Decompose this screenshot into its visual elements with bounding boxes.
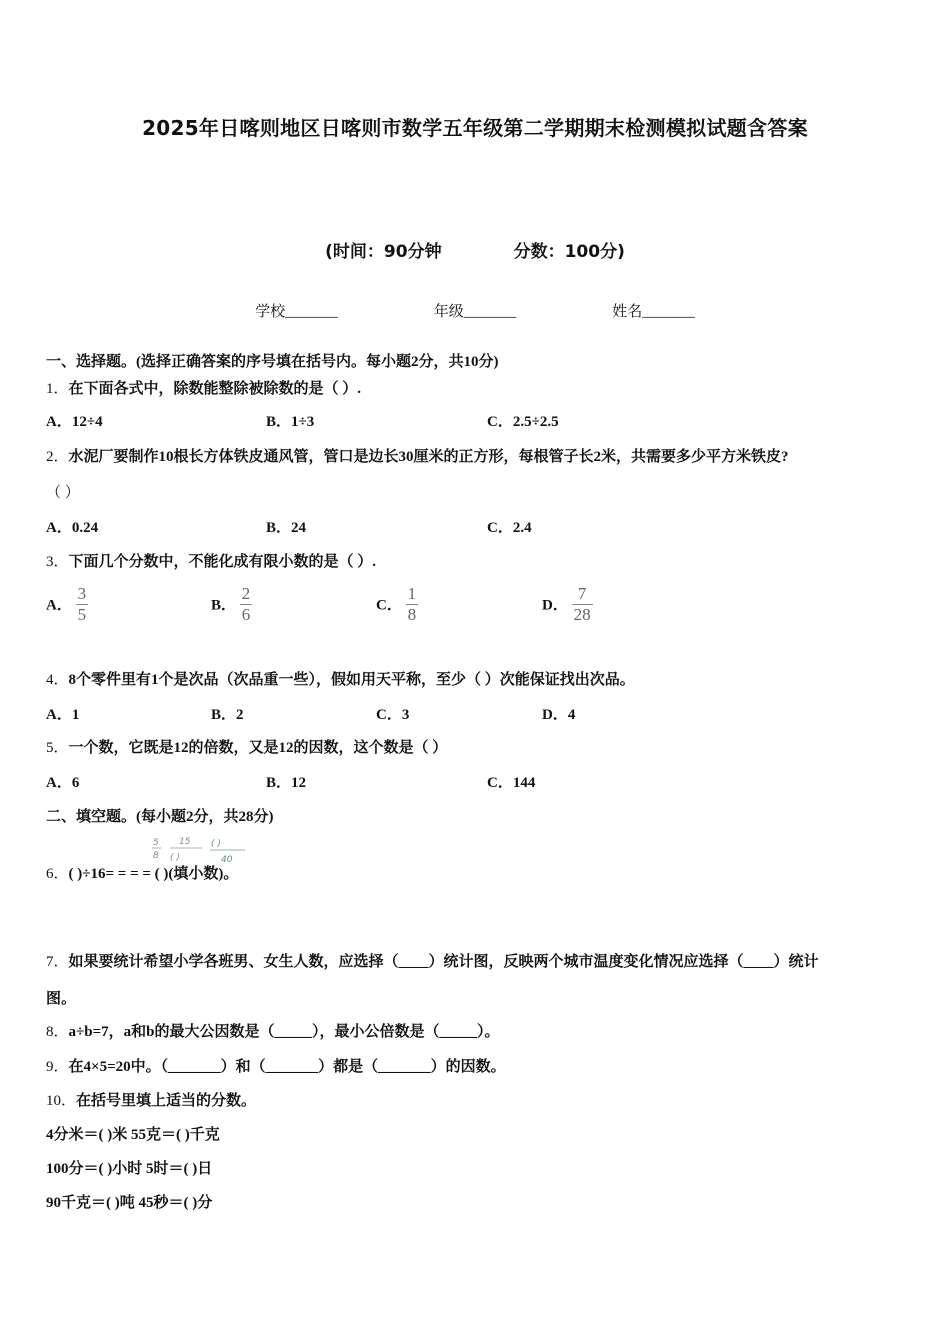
option-b[interactable]: B．1÷3 [266,414,315,430]
fraction [572,584,593,624]
question-6 [46,862,238,883]
option-a[interactable]: A．0.24 [46,520,99,536]
fraction [76,584,89,624]
option-b[interactable]: B．12 [266,775,307,791]
question-number: 9． [46,1059,69,1075]
question-text: 水泥厂要制作10根长方体铁皮通风管，管口是边长30厘米的正方形，每根管子长2米，共需要多少平方米铁皮? [68,449,789,465]
hw-b-den: ( ) [170,853,180,863]
hw-b-num: 15 [179,837,191,847]
question-number: 4． [46,672,69,688]
question-text: ( )÷16= = = = ( )(填小数)。 [68,866,239,882]
option-label: A． [46,597,72,614]
question-10 [46,1089,256,1110]
hw-a-den: 8 [153,851,159,861]
option-c[interactable]: C．2.4 [487,520,532,536]
option-c[interactable] [376,584,418,624]
denominator: 8 [407,604,417,624]
option-c[interactable]: C．2.5÷2.5 [487,414,559,430]
question-text: 如果要统计希望小学各班男、女生人数，应选择（____）统计图，反映两个城市温度变化情况应选择（____）统计 [68,954,819,970]
option-label: C． [376,597,402,614]
option-d[interactable]: D．4 [542,707,576,723]
question-number: 2． [46,449,69,465]
denominator: 6 [241,604,251,624]
question-4 [46,668,635,689]
numerator: 3 [77,584,87,603]
option-a[interactable] [46,584,88,624]
hw-c-num: ( ) [211,839,221,849]
option-label: D． [542,597,568,614]
denominator: 28 [573,604,591,624]
question-text: 8个零件里有1个是次品（次品重一些），假如用天平称，至少（ ）次能保证找出次品。 [68,672,635,688]
question-text: 下面几个分数中，不能化成有限小数的是（ ）. [68,554,377,570]
question-10-line-2: 100分＝( )小时 5时＝( )日 [46,1161,213,1177]
exam-score: 分数：100分) [513,242,625,262]
question-text: 在4×5=20中。（_______）和（_______）都是（_______）的因数。 [68,1059,506,1075]
option-a[interactable]: A．6 [46,775,80,791]
option-c[interactable]: C．3 [376,707,410,723]
question-9 [46,1055,506,1076]
option-d[interactable] [542,584,593,624]
question-text: 在下面各式中，除数能整除被除数的是（ ）. [68,381,362,397]
option-b[interactable] [211,584,252,624]
question-8 [46,1020,499,1041]
exam-time: (时间：90分钟 [325,242,442,262]
option-a[interactable]: A．12÷4 [46,414,103,430]
school-field[interactable]: 学校_______ [255,304,338,320]
question-2-bracket: （ ） [46,485,80,501]
denominator: 5 [77,604,87,624]
section-choice-heading: 一、选择题。(选择正确答案的序号填在括号内。每小题2分，共10分) [46,354,499,370]
question-2 [46,445,789,466]
option-a[interactable]: A．1 [46,707,80,723]
option-label: B． [211,597,237,614]
option-b[interactable]: B．24 [266,520,307,536]
student-info [0,300,950,321]
question-text: 在括号里填上适当的分数。 [76,1093,257,1109]
numerator: 2 [241,584,251,603]
option-b[interactable]: B．2 [211,707,244,723]
question-1 [46,377,361,398]
question-10-line-1: 4分米＝( )米 55克＝( )千克 [46,1127,220,1143]
question-5 [46,736,447,757]
exam-meta [0,237,950,262]
grade-field[interactable]: 年级_______ [433,304,517,320]
question-number: 8． [46,1024,69,1040]
numerator: 7 [572,584,593,605]
question-10-line-3: 90千克＝( )吨 45秒＝( )分 [46,1195,213,1211]
question-number: 1． [46,381,69,397]
page-title: 2025年日喀则地区日喀则市数学五年级第二学期期末检测模拟试题含答案 [142,116,808,140]
option-c[interactable]: C．144 [487,775,536,791]
fraction [240,584,253,624]
question-text: 一个数，它既是12的倍数，又是12的因数，这个数是（ ） [68,740,448,756]
question-7-cont: 图。 [46,991,77,1007]
question-number: 6． [46,866,69,882]
question-3 [46,550,376,571]
section-fill-heading: 二、填空题。(每小题2分，共28分) [46,809,274,825]
fraction [406,584,419,624]
numerator: 1 [407,584,417,603]
question-number: 5． [46,740,69,756]
question-text: a÷b=7，a和b的最大公因数是（_____），最小公倍数是（_____）。 [68,1024,500,1040]
hw-a-num: 5 [153,838,159,848]
question-number: 10． [46,1093,77,1109]
hw-c-den: 40 [221,855,233,865]
question-number: 7． [46,954,69,970]
name-field[interactable]: 姓名_______ [612,304,695,320]
question-7 [46,950,819,971]
question-number: 3． [46,554,69,570]
